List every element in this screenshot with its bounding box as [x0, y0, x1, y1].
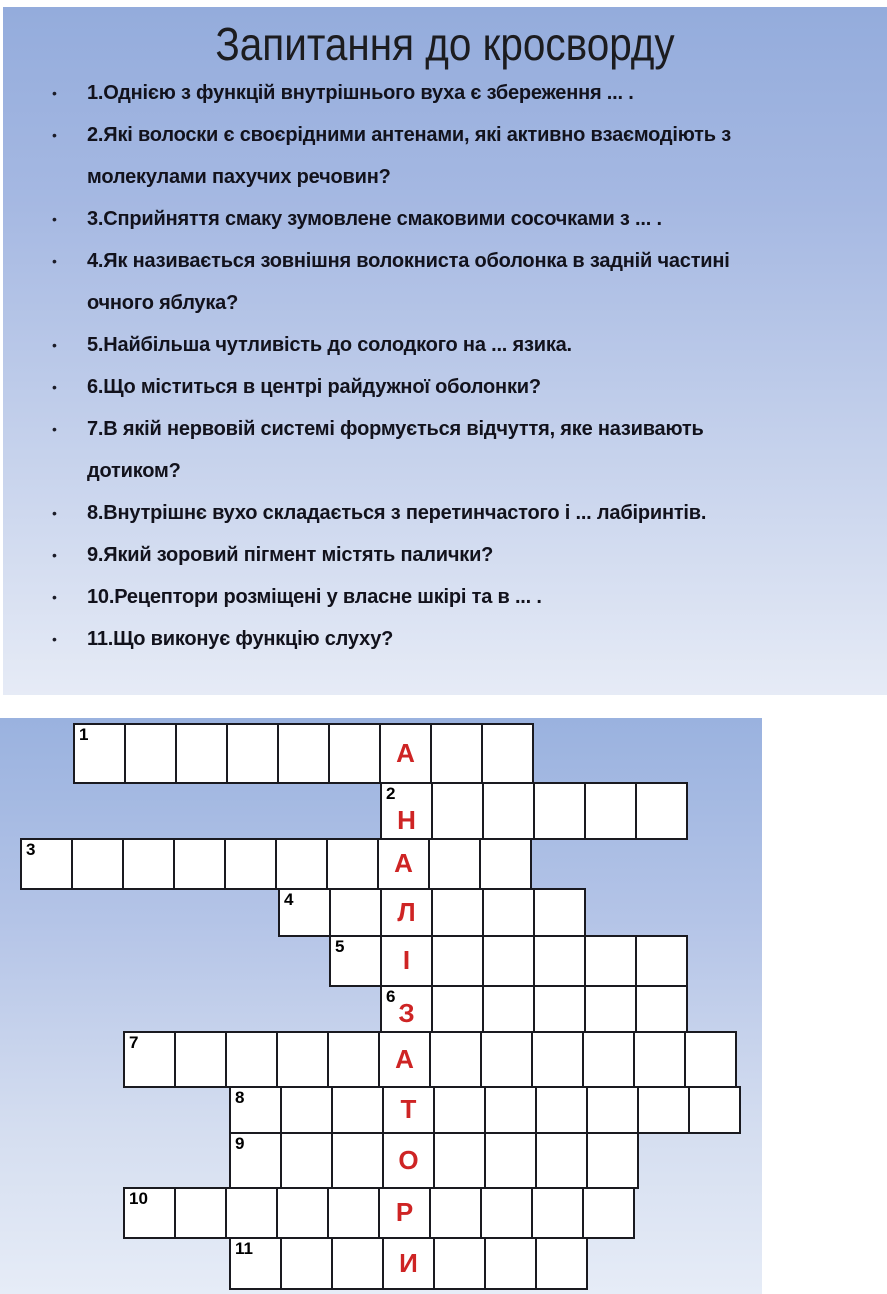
crossword-cell-1-2	[124, 723, 177, 784]
crossword-cell-2-6	[635, 782, 688, 840]
crossword-cell-7-7	[429, 1031, 482, 1088]
crossword-cell-7-10	[582, 1031, 635, 1088]
crossword-cell-6-1	[380, 985, 433, 1033]
crossword-cell-3-6	[275, 838, 328, 890]
crossword-cell-3-7	[326, 838, 379, 890]
crossword-cell-6-2	[431, 985, 484, 1033]
crossword-cell-9-8	[586, 1132, 639, 1189]
crossword-cell-7-9	[531, 1031, 584, 1088]
crossword-cell-9-5	[433, 1132, 486, 1189]
crossword-cell-7-4	[276, 1031, 329, 1088]
crossword-cell-7-8	[480, 1031, 533, 1088]
crossword-cell-7-5	[327, 1031, 380, 1088]
clue-number: 4	[284, 890, 294, 909]
answer-letter: І	[402, 944, 411, 975]
question-line: 11.Що виконує функцію слуху?	[87, 628, 394, 650]
crossword-cell-5-3	[431, 935, 484, 987]
crossword-cell-5-1	[329, 935, 382, 987]
crossword-cell-3-9	[428, 838, 481, 890]
page-title: Запитання до кросворду	[215, 18, 675, 70]
crossword-cell-6-6	[635, 985, 688, 1033]
clue-number: 1	[79, 725, 89, 744]
crossword-cell-10-1	[123, 1187, 176, 1239]
crossword-cell-11-7	[535, 1237, 588, 1290]
bullet-icon: •	[52, 253, 57, 269]
crossword-cell-5-7	[635, 935, 688, 987]
clue-number: 5	[335, 937, 345, 956]
crossword-cell-3-4	[173, 838, 226, 890]
crossword-cell-4-4	[431, 888, 484, 937]
clue-number: 2	[386, 784, 396, 803]
crossword-cell-7-12	[684, 1031, 737, 1088]
clue-number: 10	[129, 1189, 148, 1208]
question-line: 1.Однією з функцій внутрішнього вуха є збереження ... .	[87, 82, 634, 104]
crossword-cell-8-1	[229, 1086, 282, 1134]
crossword-cell-8-3	[331, 1086, 384, 1134]
crossword-cell-7-6	[378, 1031, 431, 1088]
question-line: 10.Рецептори розміщені у власне шкірі та в ... .	[87, 586, 542, 608]
bullet-icon: •	[52, 547, 57, 563]
crossword-cell-1-3	[175, 723, 228, 784]
crossword-cell-8-9	[637, 1086, 690, 1134]
crossword-cell-1-6	[328, 723, 381, 784]
answer-letter: А	[395, 1043, 414, 1074]
crossword-cell-7-2	[174, 1031, 227, 1088]
crossword-cell-2-5	[584, 782, 637, 840]
crossword-cell-3-1	[20, 838, 73, 890]
question-line: 9.Який зоровий пігмент містять палички?	[87, 544, 494, 566]
bullet-icon: •	[52, 379, 57, 395]
bullet-icon: •	[52, 505, 57, 521]
answer-letter: Н	[397, 805, 416, 835]
clue-number: 11	[235, 1239, 253, 1258]
answer-letter: Р	[395, 1196, 414, 1227]
bullet-icon: •	[52, 631, 57, 647]
clue-number: 3	[26, 840, 36, 859]
crossword-cell-10-8	[480, 1187, 533, 1239]
answer-letter: Л	[397, 896, 416, 927]
crossword-cell-3-5	[224, 838, 277, 890]
crossword-cell-1-4	[226, 723, 279, 784]
question-line: 3.Сприйняття смаку зумовлене смаковими сосочками з ... .	[87, 208, 662, 230]
answer-letter: Т	[400, 1093, 417, 1124]
crossword-cell-3-3	[122, 838, 175, 890]
crossword-cell-10-6	[378, 1187, 431, 1239]
crossword-cell-8-7	[535, 1086, 588, 1134]
answer-letter: А	[394, 847, 413, 878]
crossword-cell-11-3	[331, 1237, 384, 1290]
crossword-cell-3-10	[479, 838, 532, 890]
crossword-cell-4-6	[533, 888, 586, 937]
crossword-cell-3-8	[377, 838, 430, 890]
question-line: 4.Як називається зовнішня волокниста оболонка в задній частині	[87, 250, 730, 272]
crossword-cell-11-1	[229, 1237, 282, 1290]
crossword-cell-9-4	[382, 1132, 435, 1189]
clue-number: 8	[235, 1088, 245, 1107]
crossword-cell-11-6	[484, 1237, 537, 1290]
crossword-cell-1-7	[379, 723, 432, 784]
crossword-cell-5-6	[584, 935, 637, 987]
crossword-cell-5-2	[380, 935, 433, 987]
crossword-cell-11-2	[280, 1237, 333, 1290]
crossword-cell-4-1	[278, 888, 331, 937]
clue-number: 6	[386, 987, 396, 1006]
question-line: дотиком?	[87, 460, 181, 482]
crossword-cell-9-1	[229, 1132, 282, 1189]
crossword-cell-7-1	[123, 1031, 176, 1088]
crossword-cell-4-5	[482, 888, 535, 937]
answer-letter: О	[398, 1144, 419, 1175]
crossword-cell-9-2	[280, 1132, 333, 1189]
crossword-cell-1-5	[277, 723, 330, 784]
bullet-icon: •	[52, 589, 57, 605]
crossword-cell-3-2	[71, 838, 124, 890]
question-line: 8.Внутрішнє вухо складається з перетинчастого і ... лабіринтів.	[87, 502, 707, 524]
clue-number: 7	[129, 1033, 139, 1052]
crossword-cell-10-9	[531, 1187, 584, 1239]
crossword-cell-1-8	[430, 723, 483, 784]
crossword-cell-10-5	[327, 1187, 380, 1239]
crossword-cell-6-3	[482, 985, 535, 1033]
crossword-cell-1-1	[73, 723, 126, 784]
bullet-icon: •	[52, 85, 57, 101]
crossword-cell-8-6	[484, 1086, 537, 1134]
crossword-cell-8-5	[433, 1086, 486, 1134]
crossword-cell-8-10	[688, 1086, 741, 1134]
crossword-cell-4-2	[329, 888, 382, 937]
bullet-icon: •	[52, 421, 57, 437]
question-line: 7.В якій нервовій системі формується відчуття, яке називають	[87, 418, 704, 440]
answer-letter: И	[399, 1247, 418, 1278]
bullet-icon: •	[52, 127, 57, 143]
crossword-cell-6-5	[584, 985, 637, 1033]
bullet-icon: •	[52, 337, 57, 353]
crossword-cell-10-3	[225, 1187, 278, 1239]
crossword-cell-10-2	[174, 1187, 227, 1239]
question-line: молекулами пахучих речовин?	[87, 166, 391, 188]
crossword-cell-2-1	[380, 782, 433, 840]
crossword-cell-9-3	[331, 1132, 384, 1189]
bullet-icon: •	[52, 211, 57, 227]
crossword-cell-10-4	[276, 1187, 329, 1239]
crossword-cell-10-7	[429, 1187, 482, 1239]
question-line: 2.Які волоски є своєрідними антенами, які активно взаємодіють з	[87, 124, 731, 146]
crossword-cell-7-3	[225, 1031, 278, 1088]
clue-number: 9	[235, 1134, 245, 1153]
crossword-cell-1-9	[481, 723, 534, 784]
crossword-cell-9-7	[535, 1132, 588, 1189]
crossword-cell-9-6	[484, 1132, 537, 1189]
crossword-cell-2-4	[533, 782, 586, 840]
crossword-cell-7-11	[633, 1031, 686, 1088]
crossword-cell-8-2	[280, 1086, 333, 1134]
crossword-cell-8-8	[586, 1086, 639, 1134]
question-line: очного яблука?	[87, 292, 239, 314]
crossword-cell-5-5	[533, 935, 586, 987]
crossword-cell-2-2	[431, 782, 484, 840]
question-line: 6.Що міститься в центрі райдужної оболонки?	[87, 376, 541, 398]
crossword-cell-8-4	[382, 1086, 435, 1134]
crossword-cell-11-5	[433, 1237, 486, 1290]
crossword-cell-10-10	[582, 1187, 635, 1239]
answer-letter: А	[396, 737, 415, 768]
crossword-cell-5-4	[482, 935, 535, 987]
crossword-cell-6-4	[533, 985, 586, 1033]
crossword-cell-11-4	[382, 1237, 435, 1290]
crossword-cell-2-3	[482, 782, 535, 840]
answer-letter: З	[398, 998, 415, 1028]
question-line: 5.Найбільша чутливість до солодкого на ... язика.	[87, 334, 572, 356]
crossword-cell-4-3	[380, 888, 433, 937]
